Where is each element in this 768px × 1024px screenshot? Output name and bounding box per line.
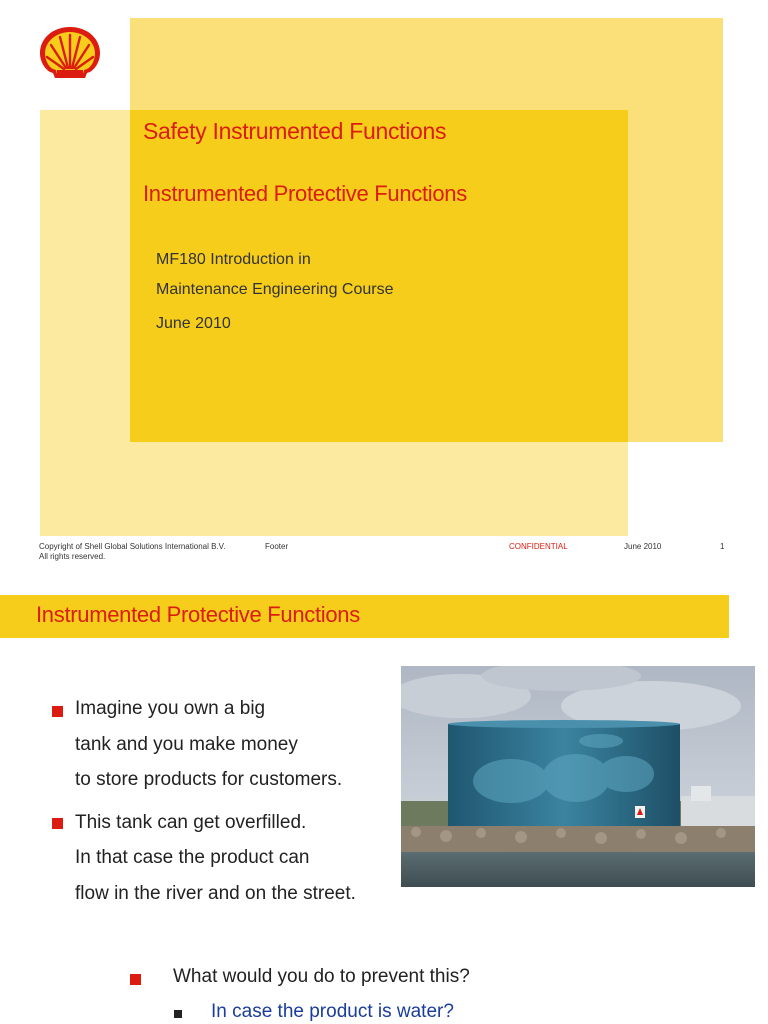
footer-date: June 2010 <box>624 542 662 551</box>
bullet-text: tank and you make money <box>75 734 298 755</box>
course-line: Maintenance Engineering Course <box>156 281 394 298</box>
course-line: MF180 Introduction in <box>156 251 311 268</box>
storage-tank-photo <box>401 666 755 887</box>
footer-label: Footer <box>265 542 289 551</box>
sub-bullet-square-icon <box>174 1010 182 1018</box>
bullet-square-icon <box>130 974 141 985</box>
bullet-text: This tank can get overfilled. <box>75 812 307 833</box>
bullet-text: flow in the river and on the street. <box>75 883 356 904</box>
slide-title: Safety Instrumented Functions <box>143 118 447 144</box>
question-text: What would you do to prevent this? <box>173 966 470 987</box>
sub-question-text: In case the product is water? <box>211 1001 454 1022</box>
page-number: 1 <box>720 542 725 551</box>
copyright-line: Copyright of Shell Global Solutions International B.V. <box>39 542 226 551</box>
bullet-square-icon <box>52 706 63 717</box>
bullet-square-icon <box>52 818 63 829</box>
footer-copyright <box>39 542 225 562</box>
background-rect-overlap <box>130 110 628 442</box>
slide-subtitle: Instrumented Protective Functions <box>143 181 467 206</box>
course-date: June 2010 <box>156 315 231 332</box>
confidential-label: CONFIDENTIAL <box>509 542 568 551</box>
shell-logo-icon <box>38 24 102 82</box>
bullet-text: In that case the product can <box>75 847 310 868</box>
bullet-text: Imagine you own a big <box>75 698 266 719</box>
bullet-text: to store products for customers. <box>75 769 343 790</box>
copyright-line: All rights reserved. <box>39 552 106 561</box>
slide-title: Instrumented Protective Functions <box>36 602 360 627</box>
